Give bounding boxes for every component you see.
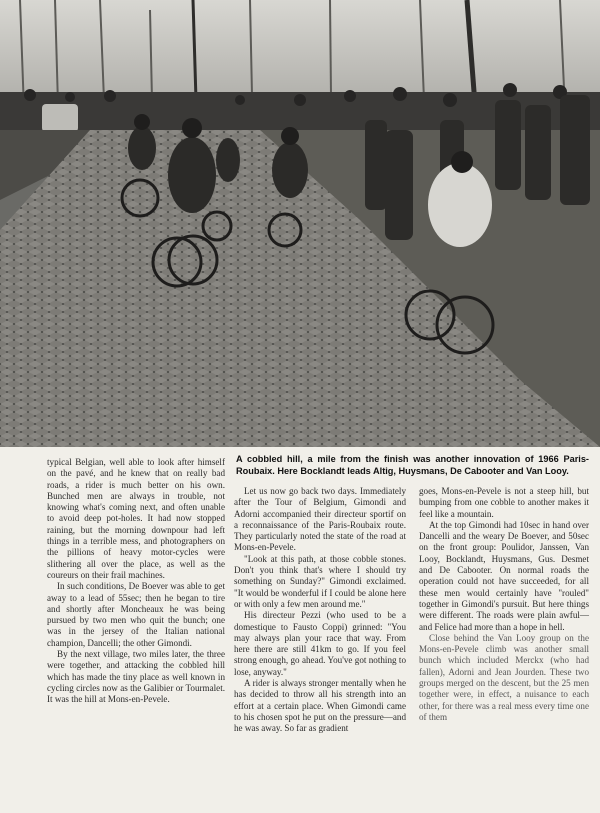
- paragraph: Close behind the Van Looy group on the Mons-en-Pevele climb was another small bunch which included Merckx (who had fallen), Adorni and Jean Jourden. These two groups merged on the descent, but the 25 men together were, in effect, a nuisance to each other, for there was a real mess every time one of them: [419, 632, 589, 722]
- text-column-3: [419, 486, 589, 723]
- paragraph: typical Belgian, well able to look after himself on the pavé, and he knew that on really bad roads, a rider is much better on his own. Bunched men are always in trouble, not knowing what's coming next, and often unable to avoid deep pot-holes. It had now stopped raining, but the morning downpour had left things in a terrible mess, and photographers on the pillions of heavy motor-cycles were slithering all over the place, as well as the coureurs on their frail machines.: [47, 457, 225, 580]
- paragraph: In such conditions, De Boever was able to get away to a lead of 55sec; then he began to tire and shortly after Moncheaux he was being pursued by two men who quit the bunch; one was in the jersey of the Italian national champion, Dancelli; the other Gimondi.: [47, 581, 225, 648]
- paragraph: His directeur Pezzi (who used to be a domestique to Fausto Coppi) grinned: "You may always plan your race that way. From here there are still 41km to go. If you feel strong enough, go ahead. You've got nothing to lose, anyway.": [234, 610, 406, 677]
- paragraph: By the next village, two miles later, the three were together, and attacking the cobbled hill which has made the tiny place as well known in cycling circles now as the Galibier or Tourmalet. It was the hill at Mons-en-Pevele.: [47, 649, 225, 705]
- photo-caption: A cobbled hill, a mile from the finish was another innovation of 1966 Paris-Roubaix. Here Bocklandt leads Altig, Huysmans, De Cabooter and Van Looy.: [236, 454, 589, 476]
- paragraph: A rider is always stronger mentally when he has decided to throw all his strength into an effort at a certain place. When Gimondi came to his chosen spot he put on the pressure—and he was away. So far as gradient: [234, 678, 406, 734]
- text-column-2: [234, 486, 406, 735]
- text-column-1: [47, 457, 225, 706]
- paragraph: Let us now go back two days. Immediately after the Tour of Belgium, Gimondi and Adorni accompanied their directeur sportif on a reconnaissance of the Paris-Roubaix route. They particularly noted the state of the road at Mons-en-Pevele.: [234, 486, 406, 553]
- paragraph: At the top Gimondi had 10sec in hand over Dancelli and the weary De Boever, and 50sec on the front group: Poulidor, Janssen, Van Looy, Bocklandt, Huysmans, Gus. Desmet and De Cabooter. On normal roads the operation could not have succeeded, for all these men would certainly have "rouled" together in Gimondi's pursuit. But here things were different. The roads were plain awful—and Felice had more than a hope in hell.: [419, 519, 589, 632]
- paragraph: goes, Mons-en-Pevele is not a steep hill, but bumping from one cobble to another makes it feel like a mountain.: [419, 486, 589, 519]
- paragraph: "Look at this path, at those cobble stones. Don't you think that's where I should try something on Sunday?" Gimondi exclaimed. "It would be wonderful if I could be alone here or with only a few men around me.": [234, 553, 406, 609]
